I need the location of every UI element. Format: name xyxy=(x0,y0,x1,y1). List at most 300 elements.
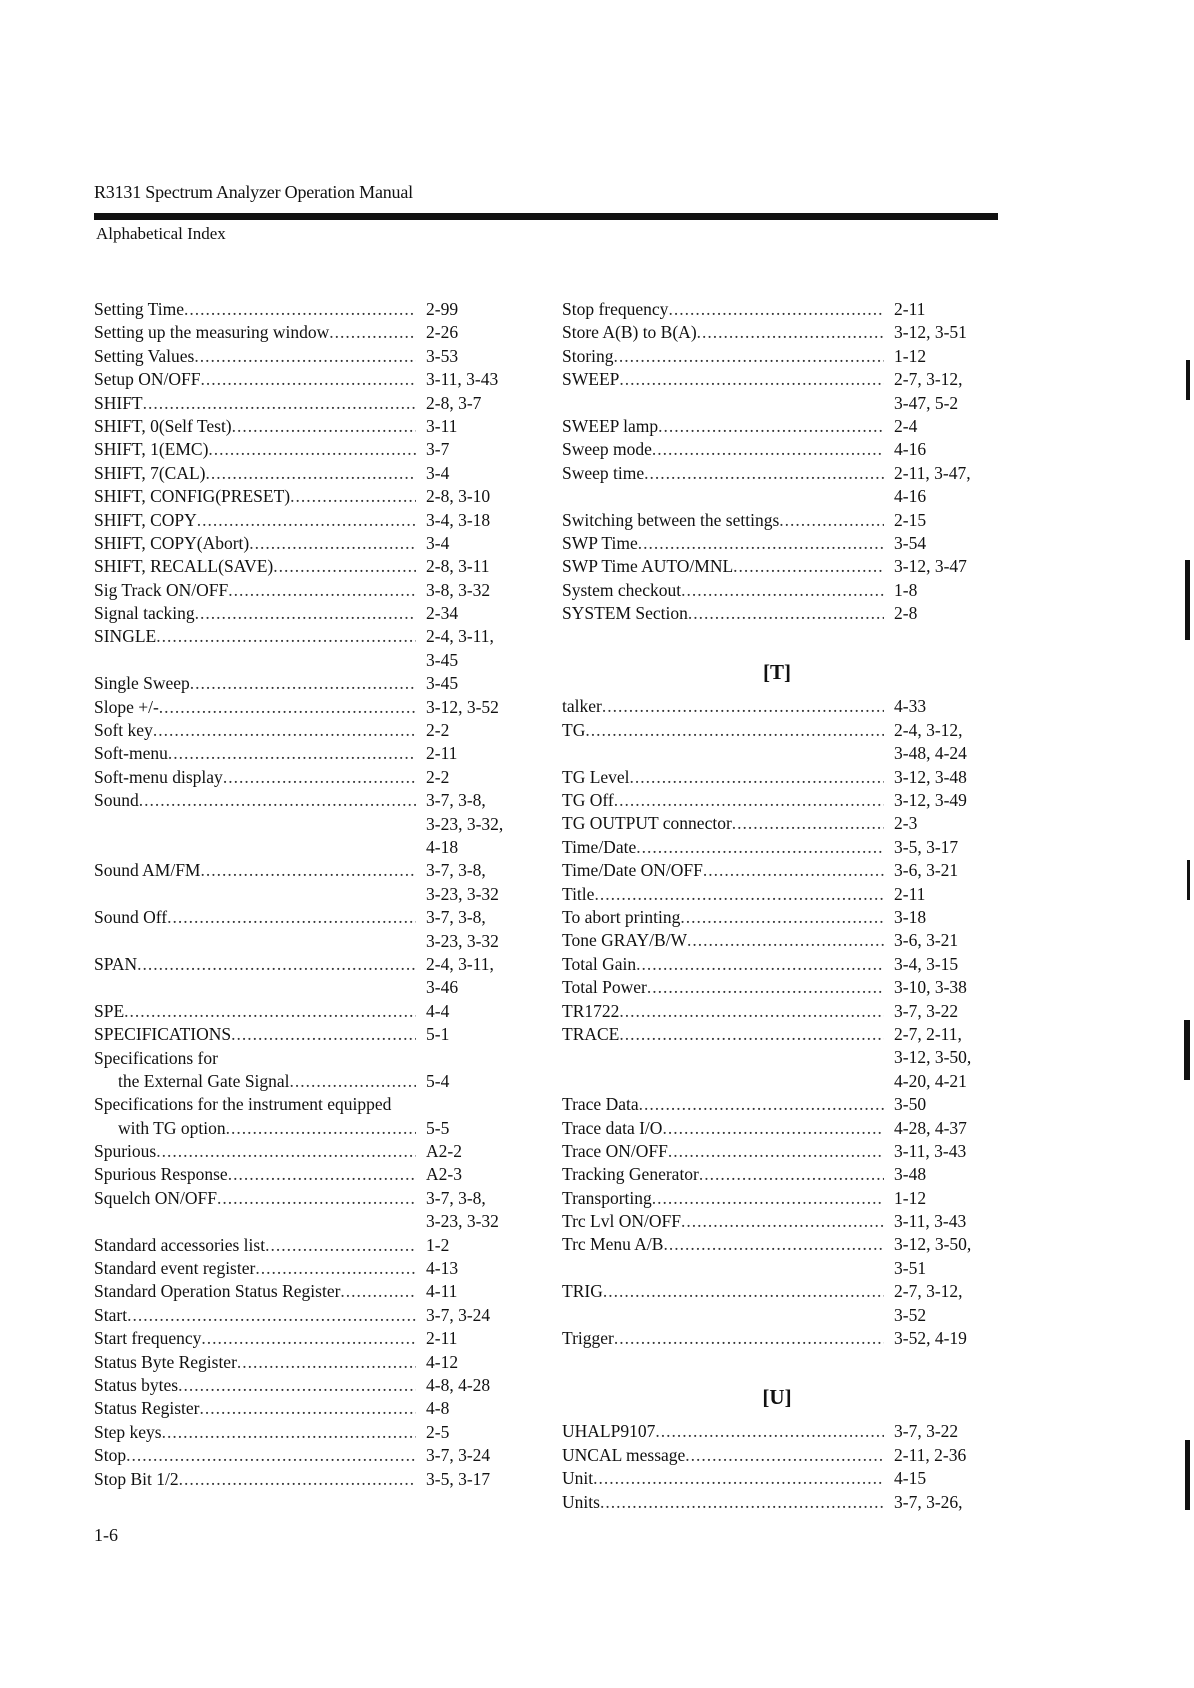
index-term: Trc Menu A/B xyxy=(562,1234,664,1255)
index-entry xyxy=(562,438,992,461)
index-entry xyxy=(562,532,992,555)
dot-leader xyxy=(205,462,416,485)
index-pages: 2-7, 3-12, xyxy=(894,369,963,390)
index-pages: 3-47, 5-2 xyxy=(894,392,959,413)
spacer xyxy=(562,742,884,765)
index-entry xyxy=(94,696,524,719)
index-pages: 4-20, 4-21 xyxy=(894,1070,967,1091)
index-term: Sweep time xyxy=(562,462,645,483)
index-entry xyxy=(562,929,992,952)
index-entry xyxy=(562,368,992,391)
index-term: Transporting xyxy=(562,1187,652,1208)
index-term: Soft-menu display xyxy=(94,766,223,787)
dot-leader xyxy=(658,415,884,438)
index-entry xyxy=(94,859,524,882)
index-pages: 3-53 xyxy=(426,345,459,366)
index-pages: 3-7, 3-22 xyxy=(894,1421,959,1442)
index-pages: 3-54 xyxy=(894,532,927,553)
index-term: TR1722 xyxy=(562,1000,620,1021)
index-pages: 3-4, 3-18 xyxy=(426,509,491,530)
index-term: Time/Date ON/OFF xyxy=(562,860,703,881)
index-term: Spurious xyxy=(94,1141,157,1162)
index-term: SHIFT, CONFIG(PRESET) xyxy=(94,486,291,507)
index-column-right xyxy=(562,298,992,1514)
index-entry xyxy=(562,415,992,438)
index-pages: 3-7 xyxy=(426,439,450,460)
dot-leader xyxy=(178,1374,416,1397)
dot-leader xyxy=(159,696,416,719)
index-term: TRACE xyxy=(562,1023,620,1044)
index-entry xyxy=(94,1187,524,1210)
index-entry xyxy=(562,719,992,742)
index-pages: 2-4, 3-12, xyxy=(894,719,963,740)
index-term: TG OUTPUT connector xyxy=(562,813,732,834)
spacer xyxy=(94,1210,416,1233)
index-term: Setting Values xyxy=(94,345,195,366)
dot-leader xyxy=(290,485,416,508)
index-term: Time/Date xyxy=(562,836,637,857)
index-term: Start frequency xyxy=(94,1328,202,1349)
index-pages-continued xyxy=(562,1257,992,1280)
index-pages-continued xyxy=(94,813,524,836)
dot-leader xyxy=(619,368,884,391)
dot-leader xyxy=(228,1163,416,1186)
index-pages: 3-12, 3-52 xyxy=(426,696,499,717)
dot-leader xyxy=(699,1163,884,1186)
index-entry xyxy=(562,1233,992,1256)
index-entry xyxy=(94,485,524,508)
index-term: SYSTEM Section xyxy=(562,603,688,624)
index-pages: 2-5 xyxy=(426,1421,450,1442)
index-pages: 1-2 xyxy=(426,1234,450,1255)
index-entry xyxy=(94,415,524,438)
index-term: Step keys xyxy=(94,1421,162,1442)
index-term: UNCAL message xyxy=(562,1444,686,1465)
section-gap xyxy=(562,625,992,649)
index-entry xyxy=(562,462,992,485)
index-term: Store A(B) to B(A) xyxy=(562,322,697,343)
index-term: Spurious Response xyxy=(94,1164,228,1185)
index-pages: 2-11 xyxy=(426,1328,458,1349)
index-pages: 3-45 xyxy=(426,673,459,694)
index-entry xyxy=(94,953,524,976)
dot-leader xyxy=(697,321,884,344)
dot-leader xyxy=(255,1257,416,1280)
index-pages: 4-8 xyxy=(426,1398,450,1419)
index-entry xyxy=(562,1117,992,1140)
spacer xyxy=(94,930,416,953)
index-pages: 5-4 xyxy=(426,1070,450,1091)
index-entry xyxy=(94,1117,524,1140)
index-entry xyxy=(94,719,524,742)
spacer xyxy=(94,883,416,906)
index-entry xyxy=(94,1070,524,1093)
dot-leader xyxy=(662,1117,884,1140)
index-entry xyxy=(94,509,524,532)
dot-leader xyxy=(208,438,416,461)
index-pages: 2-2 xyxy=(426,720,450,741)
index-term: Tracking Generator xyxy=(562,1164,699,1185)
index-entry xyxy=(94,602,524,625)
dot-leader xyxy=(602,695,884,718)
index-term: SWP Time xyxy=(562,532,638,553)
index-pages-continued xyxy=(562,485,992,508)
index-term: SHIFT, RECALL(SAVE) xyxy=(94,556,274,577)
dot-leader xyxy=(228,579,416,602)
index-entry xyxy=(94,625,524,648)
index-entry xyxy=(94,438,524,461)
dot-leader xyxy=(167,906,416,929)
index-term: Setting Time xyxy=(94,299,184,319)
index-pages: 3-11, 3-43 xyxy=(426,369,499,390)
index-pages: 4-16 xyxy=(894,439,927,460)
index-pages: 4-33 xyxy=(894,696,927,717)
dot-leader xyxy=(195,602,416,625)
index-pages: 3-8, 3-32 xyxy=(426,579,491,600)
index-entry xyxy=(562,906,992,929)
index-term: Setting up the measuring window xyxy=(94,322,330,343)
index-entry xyxy=(94,742,524,765)
index-entry-lead: Specifications for xyxy=(94,1047,218,1068)
dot-leader xyxy=(184,298,416,321)
index-pages: 2-4, 3-11, xyxy=(426,626,494,647)
page-number: 1-6 xyxy=(94,1525,118,1545)
index-pages: 5-1 xyxy=(426,1024,450,1045)
index-pages: 3-12, 3-50, xyxy=(894,1234,972,1255)
index-entry xyxy=(562,1140,992,1163)
index-term: with TG option xyxy=(118,1117,226,1138)
index-entry xyxy=(94,1304,524,1327)
index-pages: 2-4, 3-11, xyxy=(426,953,494,974)
index-term: talker xyxy=(562,696,602,717)
index-term: SINGLE xyxy=(94,626,157,647)
spacer xyxy=(562,1304,884,1327)
dot-leader xyxy=(652,1187,884,1210)
index-pages-continued xyxy=(562,1070,992,1093)
index-term: Status Byte Register xyxy=(94,1351,237,1372)
dot-leader xyxy=(779,509,884,532)
index-pages: 3-50 xyxy=(894,1094,927,1115)
index-pages: 3-52, 4-19 xyxy=(894,1328,967,1349)
index-entry xyxy=(94,579,524,602)
index-term: Status bytes xyxy=(94,1374,179,1395)
dot-leader xyxy=(232,415,416,438)
index-pages: 3-23, 3-32, xyxy=(426,813,504,834)
index-pages: 3-51 xyxy=(894,1257,927,1278)
dot-leader xyxy=(614,345,884,368)
dot-leader xyxy=(619,1023,884,1046)
dot-leader xyxy=(614,789,884,812)
index-term: Signal tacking xyxy=(94,603,195,624)
dot-leader xyxy=(223,766,416,789)
index-term: SHIFT, COPY(Abort) xyxy=(94,532,250,553)
index-entry xyxy=(94,368,524,391)
index-term: Sound AM/FM xyxy=(94,860,201,881)
dot-leader xyxy=(638,532,884,555)
index-pages: 2-11, 2-36 xyxy=(894,1444,967,1465)
dot-leader xyxy=(687,929,884,952)
index-pages: 3-6, 3-21 xyxy=(894,860,959,881)
index-entry xyxy=(94,906,524,929)
index-entry xyxy=(562,789,992,812)
index-term: SHIFT, COPY xyxy=(94,509,197,530)
dot-leader xyxy=(273,555,416,578)
index-term: Sig Track ON/OFF xyxy=(94,579,229,600)
index-entry xyxy=(562,1444,992,1467)
index-entry xyxy=(94,672,524,695)
index-pages: 5-5 xyxy=(426,1117,450,1138)
index-pages: 1-12 xyxy=(894,1187,927,1208)
dot-leader xyxy=(668,1140,884,1163)
index-entry xyxy=(562,1420,992,1443)
index-term: Title xyxy=(562,883,595,904)
index-entry xyxy=(94,766,524,789)
index-term: Stop frequency xyxy=(562,299,669,319)
dot-leader xyxy=(217,1187,416,1210)
index-pages: 2-11 xyxy=(894,883,926,904)
header-rule xyxy=(94,213,998,220)
dot-leader xyxy=(603,1280,884,1303)
index-pages: 3-4 xyxy=(426,462,450,483)
scan-edge-mark xyxy=(1184,1020,1190,1080)
dot-leader xyxy=(636,953,884,976)
index-term: UHALP9107 xyxy=(562,1421,656,1442)
index-pages: 4-11 xyxy=(426,1281,458,1302)
dot-leader xyxy=(139,789,416,812)
index-term: Standard Operation Status Register xyxy=(94,1281,341,1302)
index-pages: 3-12, 3-51 xyxy=(894,322,967,343)
index-pages: 2-3 xyxy=(894,813,918,834)
index-term: Units xyxy=(562,1491,600,1512)
index-pages: 2-99 xyxy=(426,299,459,319)
index-pages: 3-10, 3-38 xyxy=(894,977,967,998)
index-entry-lead: Specifications for the instrument equipped xyxy=(94,1094,392,1115)
dot-leader xyxy=(290,1070,416,1093)
dot-leader xyxy=(668,298,884,321)
index-entry xyxy=(562,953,992,976)
index-entry xyxy=(94,1163,524,1186)
index-term: SHIFT, 0(Self Test) xyxy=(94,415,232,436)
index-pages: 2-26 xyxy=(426,322,459,343)
index-pages: 2-8 xyxy=(894,603,918,624)
dot-leader xyxy=(733,555,884,578)
dot-leader xyxy=(137,953,416,976)
index-pages: 2-34 xyxy=(426,603,459,624)
dot-leader xyxy=(231,1023,416,1046)
index-pages: 3-12, 3-47 xyxy=(894,556,967,577)
index-term: TG Off xyxy=(562,790,614,811)
index-pages: 2-2 xyxy=(426,766,450,787)
index-term: Sound Off xyxy=(94,907,168,928)
index-pages: A2-2 xyxy=(426,1141,462,1162)
index-term: SPAN xyxy=(94,953,138,974)
index-pages: 3-52 xyxy=(894,1304,927,1325)
index-pages: 1-12 xyxy=(894,345,927,366)
index-pages: 2-11 xyxy=(426,743,458,764)
index-pages: 2-11, 3-47, xyxy=(894,462,971,483)
dot-leader xyxy=(681,579,884,602)
index-term: TRIG xyxy=(562,1281,603,1302)
index-pages: 3-11 xyxy=(426,415,458,436)
index-term: SHIFT xyxy=(94,392,143,413)
section-gap xyxy=(562,1350,992,1374)
index-pages: 3-7, 3-8, xyxy=(426,790,486,811)
index-pages-continued xyxy=(94,649,524,672)
dot-leader xyxy=(685,1444,884,1467)
dot-leader xyxy=(249,532,416,555)
index-entry xyxy=(94,1280,524,1303)
dot-leader xyxy=(614,1327,884,1350)
spacer xyxy=(562,392,884,415)
dot-leader xyxy=(226,1117,416,1140)
dot-leader xyxy=(153,719,416,742)
dot-leader xyxy=(124,1000,416,1023)
index-term: Total Gain xyxy=(562,953,637,974)
index-term: Storing xyxy=(562,345,614,366)
dot-leader xyxy=(703,859,884,882)
scan-edge-mark xyxy=(1185,1440,1190,1510)
dot-leader xyxy=(201,1327,416,1350)
dot-leader xyxy=(652,438,884,461)
index-term: SWEEP xyxy=(562,369,620,390)
index-pages: 3-12, 3-48 xyxy=(894,766,967,787)
index-entry xyxy=(562,695,992,718)
index-pages: 3-6, 3-21 xyxy=(894,930,959,951)
dot-leader xyxy=(340,1280,416,1303)
dot-leader xyxy=(194,345,416,368)
index-pages: 3-23, 3-32 xyxy=(426,1211,499,1232)
dot-leader xyxy=(655,1420,884,1443)
index-entry xyxy=(562,976,992,999)
index-entry xyxy=(562,766,992,789)
index-entry xyxy=(562,1210,992,1233)
dot-leader xyxy=(619,1000,884,1023)
index-term: Start xyxy=(94,1304,128,1325)
index-entry xyxy=(562,836,992,859)
dot-leader xyxy=(329,321,416,344)
index-pages: 2-7, 3-12, xyxy=(894,1281,963,1302)
index-term: SPE xyxy=(94,1000,125,1021)
dot-leader xyxy=(197,509,416,532)
index-entry xyxy=(562,883,992,906)
index-term: TG Level xyxy=(562,766,630,787)
index-pages: 3-7, 3-22 xyxy=(894,1000,959,1021)
dot-leader xyxy=(237,1351,416,1374)
index-entry xyxy=(562,555,992,578)
dot-leader xyxy=(630,766,884,789)
index-entry xyxy=(94,1327,524,1350)
index-entry xyxy=(94,1140,524,1163)
index-entry xyxy=(562,321,992,344)
index-entry xyxy=(94,1000,524,1023)
index-pages-continued xyxy=(94,930,524,953)
dot-leader xyxy=(156,625,416,648)
index-pages-continued xyxy=(94,836,524,859)
index-pages: 3-7, 3-24 xyxy=(426,1445,491,1466)
dot-leader xyxy=(732,812,884,835)
index-pages: 4-28, 4-37 xyxy=(894,1117,967,1138)
dot-leader xyxy=(127,1304,416,1327)
index-term: Soft-menu xyxy=(94,743,168,764)
index-pages: 2-8, 3-10 xyxy=(426,486,491,507)
index-pages: A2-3 xyxy=(426,1164,462,1185)
index-entry xyxy=(562,1280,992,1303)
index-entry xyxy=(562,1491,992,1514)
index-entry xyxy=(562,1093,992,1116)
index-entry xyxy=(562,1000,992,1023)
dot-leader xyxy=(143,392,416,415)
spacer xyxy=(94,813,416,836)
index-pages: 4-8, 4-28 xyxy=(426,1374,491,1395)
index-term: Sound xyxy=(94,790,139,811)
index-entry xyxy=(562,509,992,532)
index-pages: 3-5, 3-17 xyxy=(426,1468,491,1489)
index-term: Trace ON/OFF xyxy=(562,1140,668,1161)
index-pages: 3-48, 4-24 xyxy=(894,743,967,764)
index-term: Tone GRAY/B/W xyxy=(562,930,688,951)
index-section-heading: [U] xyxy=(762,1385,792,1410)
dot-leader xyxy=(162,1421,416,1444)
index-entry xyxy=(94,392,524,415)
index-entry xyxy=(94,532,524,555)
dot-leader xyxy=(647,976,884,999)
index-entry xyxy=(562,579,992,602)
index-term: System checkout xyxy=(562,579,682,600)
index-entry xyxy=(94,1468,524,1491)
dot-leader xyxy=(594,883,884,906)
scan-edge-mark xyxy=(1185,560,1190,640)
index-pages-continued xyxy=(94,1210,524,1233)
index-pages: 3-4 xyxy=(426,532,450,553)
index-pages: 4-4 xyxy=(426,1000,450,1021)
dot-leader xyxy=(265,1234,416,1257)
index-pages: 3-11, 3-43 xyxy=(894,1211,967,1232)
index-pages: 3-23, 3-32 xyxy=(426,930,499,951)
index-term: the External Gate Signal xyxy=(118,1070,290,1091)
index-entry xyxy=(562,1467,992,1490)
spacer xyxy=(562,1257,884,1280)
index-term: Single Sweep xyxy=(94,673,190,694)
index-entry xyxy=(94,1374,524,1397)
dot-leader xyxy=(663,1233,884,1256)
index-entry xyxy=(94,1351,524,1374)
index-pages-continued xyxy=(562,392,992,415)
manual-title: R3131 Spectrum Analyzer Operation Manual xyxy=(94,182,413,202)
index-pages-continued xyxy=(562,742,992,765)
index-term: Standard event register xyxy=(94,1258,256,1279)
index-pages: 3-18 xyxy=(894,906,927,927)
index-pages-continued xyxy=(94,976,524,999)
index-term: Stop Bit 1/2 xyxy=(94,1468,179,1489)
index-term: Trace Data xyxy=(562,1094,639,1115)
spacer xyxy=(94,976,416,999)
index-pages: 4-15 xyxy=(894,1468,927,1489)
index-pages: 3-7, 3-26, xyxy=(894,1491,963,1512)
index-term: SHIFT, 1(EMC) xyxy=(94,439,209,460)
index-entry xyxy=(94,789,524,812)
index-pages-continued xyxy=(94,883,524,906)
index-pages: 3-12, 3-49 xyxy=(894,790,967,811)
index-term: SHIFT, 7(CAL) xyxy=(94,462,206,483)
index-term: TG xyxy=(562,719,586,740)
index-term: Squelch ON/OFF xyxy=(94,1187,217,1208)
index-pages: 3-12, 3-50, xyxy=(894,1047,972,1068)
index-pages: 2-15 xyxy=(894,509,927,530)
dot-leader xyxy=(688,602,884,625)
spacer xyxy=(562,1070,884,1093)
index-pages: 3-23, 3-32 xyxy=(426,883,499,904)
dot-leader xyxy=(199,1397,416,1420)
